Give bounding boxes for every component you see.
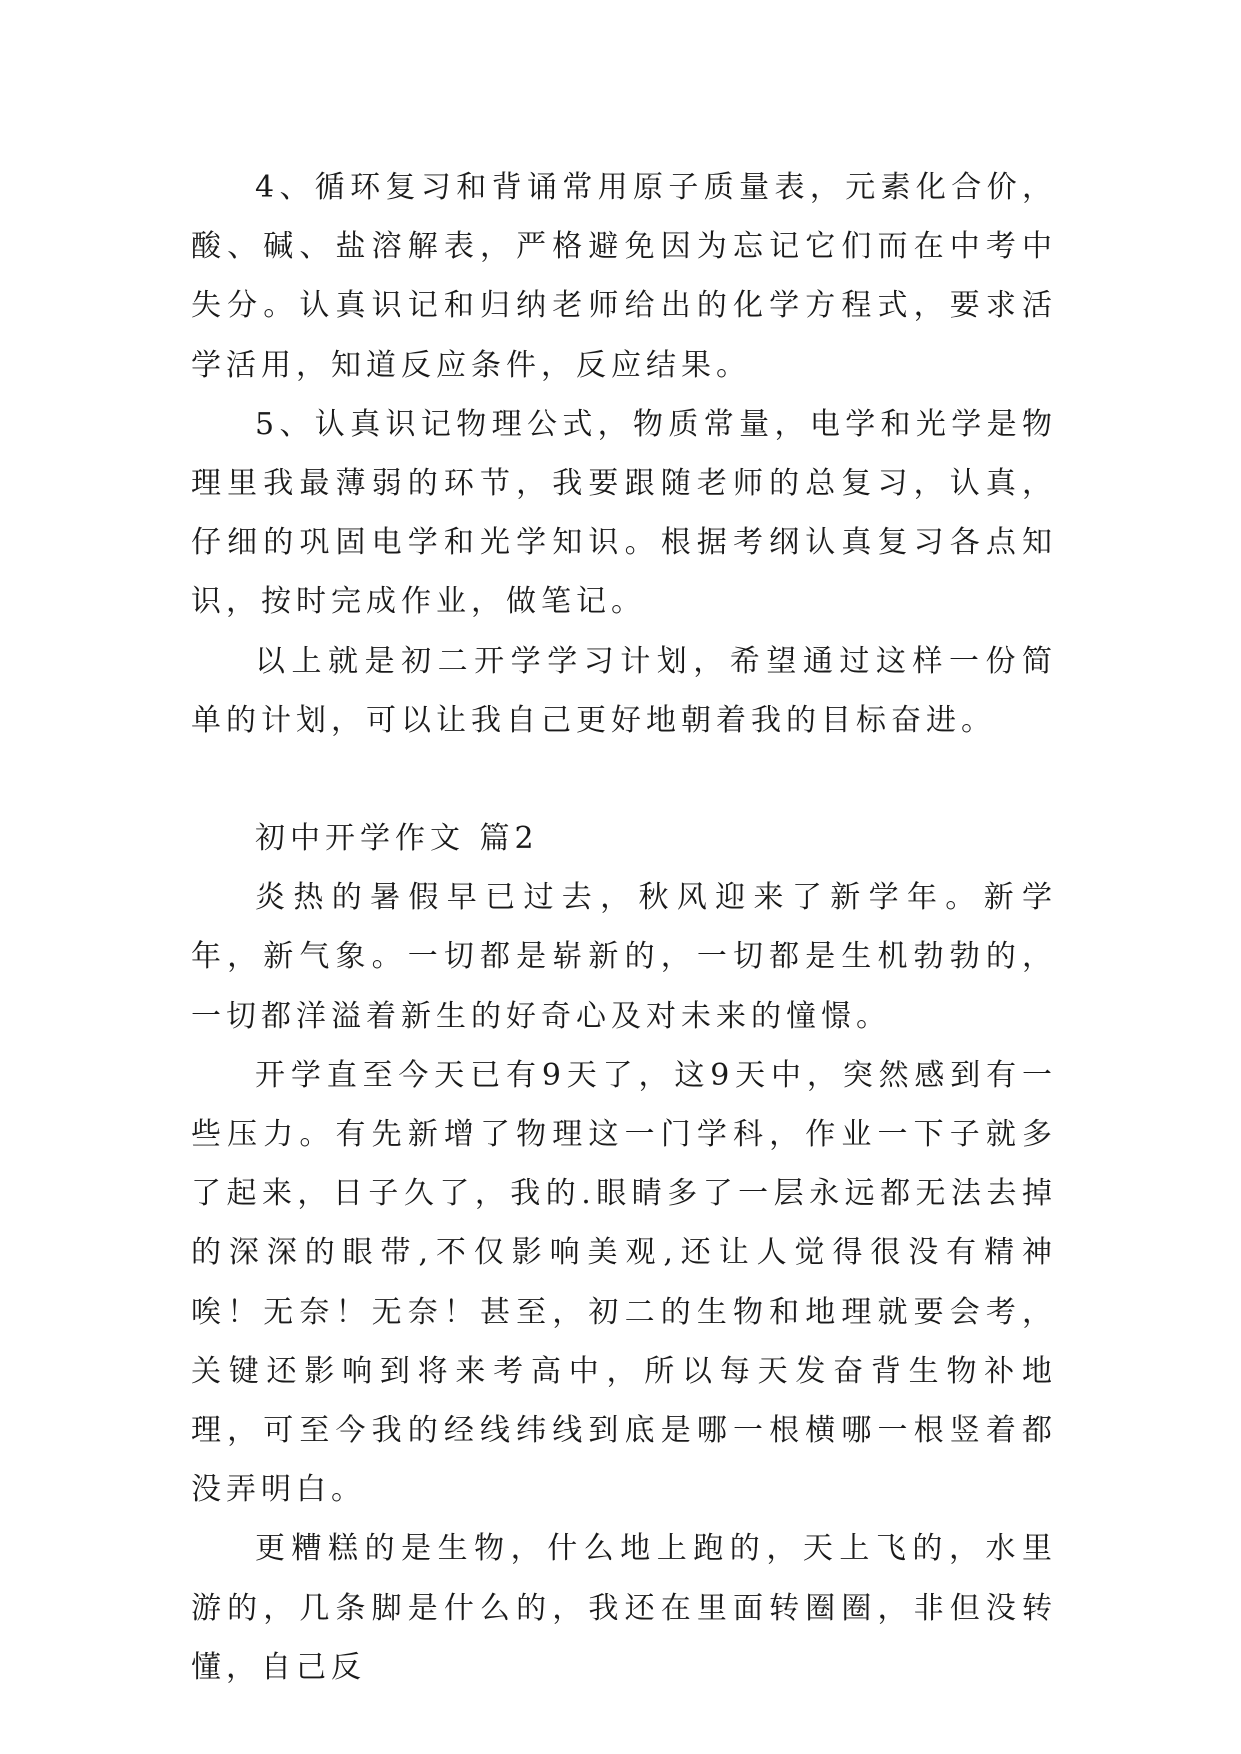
section-heading: 初中开学作文 篇2 [255, 821, 539, 857]
paragraph-pressure: 开学直至今天已有9天了，这9天中，突然感到有一些压力。有先新增了物理这一门学科，作业一下子就多了起来，日子久了，我的.眼睛多了一层永远都无法去掉的深深的眼带,不仅影响美观,还让人觉得很没有精神唉！无奈！无奈！甚至，初二的生物和地理就要会考，关键还影响到将来考高中，所以每天发奋背生物补地理，可至今我的经线纬线到底是哪一根横哪一根竖着都没弄明白。 [191, 1057, 1057, 1508]
paragraph-biology: 更糟糕的是生物，什么地上跑的，天上飞的，水里游的，几条脚是什么的，我还在里面转圈圈，非但没转懂，自己反 [191, 1531, 1057, 1685]
paragraph-new-school-year: 炎热的暑假早已过去，秋风迎来了新学年。新学年，新气象。一切都是崭新的，一切都是生机勃勃的，一切都洋溢着新生的好奇心及对未来的憧憬。 [191, 880, 1057, 1034]
paragraph-plan-conclusion: 以上就是初二开学学习计划，希望通过这样一份简单的计划，可以让我自己更好地朝着我的目标奋进。 [191, 643, 1057, 738]
paragraph-physics-review: 5、认真识记物理公式，物质常量，电学和光学是物理里我最薄弱的环节，我要跟随老师的总复习，认真，仔细的巩固电学和光学知识。根据考纲认真复习各点知识，按时完成作业，做笔记。 [191, 406, 1057, 620]
document-body [191, 158, 1057, 1697]
paragraph-chemistry-review: 4、循环复习和背诵常用原子质量表，元素化合价，酸、碱、盐溶解表，严格避免因为忘记它们而在中考中失分。认真识记和归纳老师给出的化学方程式，要求活学活用，知道反应条件，反应结果。 [191, 170, 1057, 383]
